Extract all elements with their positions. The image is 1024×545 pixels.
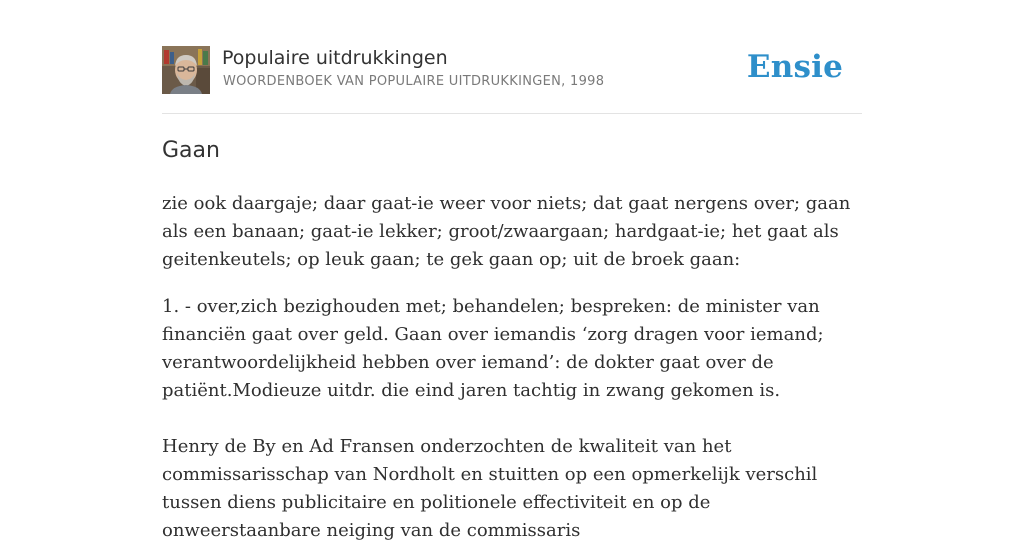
author-avatar[interactable] — [162, 46, 210, 94]
source-title[interactable]: Populaire uitdrukkingen — [222, 47, 448, 69]
source-header — [162, 46, 862, 96]
source-subtitle: WOORDENBOEK VAN POPULAIRE UITDRUKKINGEN, 1998 — [223, 74, 605, 89]
entry-paragraph-2: 1. - over,zich bezighouden met; behandelen; bespreken: de minister van financiën gaat over geld. Gaan over iemandis ‘zorg dragen voor iemand; verantwoordelijkheid hebben over iemand’: de dokter gaat over de patiënt.Modieuze uitdr. die eind jaren tachtig in zwang gekomen is. — [162, 296, 824, 401]
page — [162, 0, 862, 541]
entry-paragraph-1: zie ook daargaje; daar gaat-ie weer voor niets; dat gaat nergens over; gaan als een banaan; gaat-ie lekker; groot/zwaargaan; hardgaat-ie; het gaat als geitenkeutels; op leuk gaan; te gek gaan op; uit de broek gaan: — [162, 193, 851, 270]
entry-title: Gaan — [162, 138, 220, 163]
entry-paragraph-3: Henry de By en Ad Fransen onderzochten de kwaliteit van het commissarisschap van Nordholt en stuitten op een opmerkelijk verschil tussen diens publicitaire en politionele effectiviteit en op de onweerstaanbare neiging van de commissaris — [162, 436, 818, 541]
author-portrait-icon — [162, 46, 210, 94]
ensie-logo[interactable]: Ensie — [746, 49, 843, 85]
header-divider — [162, 113, 862, 114]
